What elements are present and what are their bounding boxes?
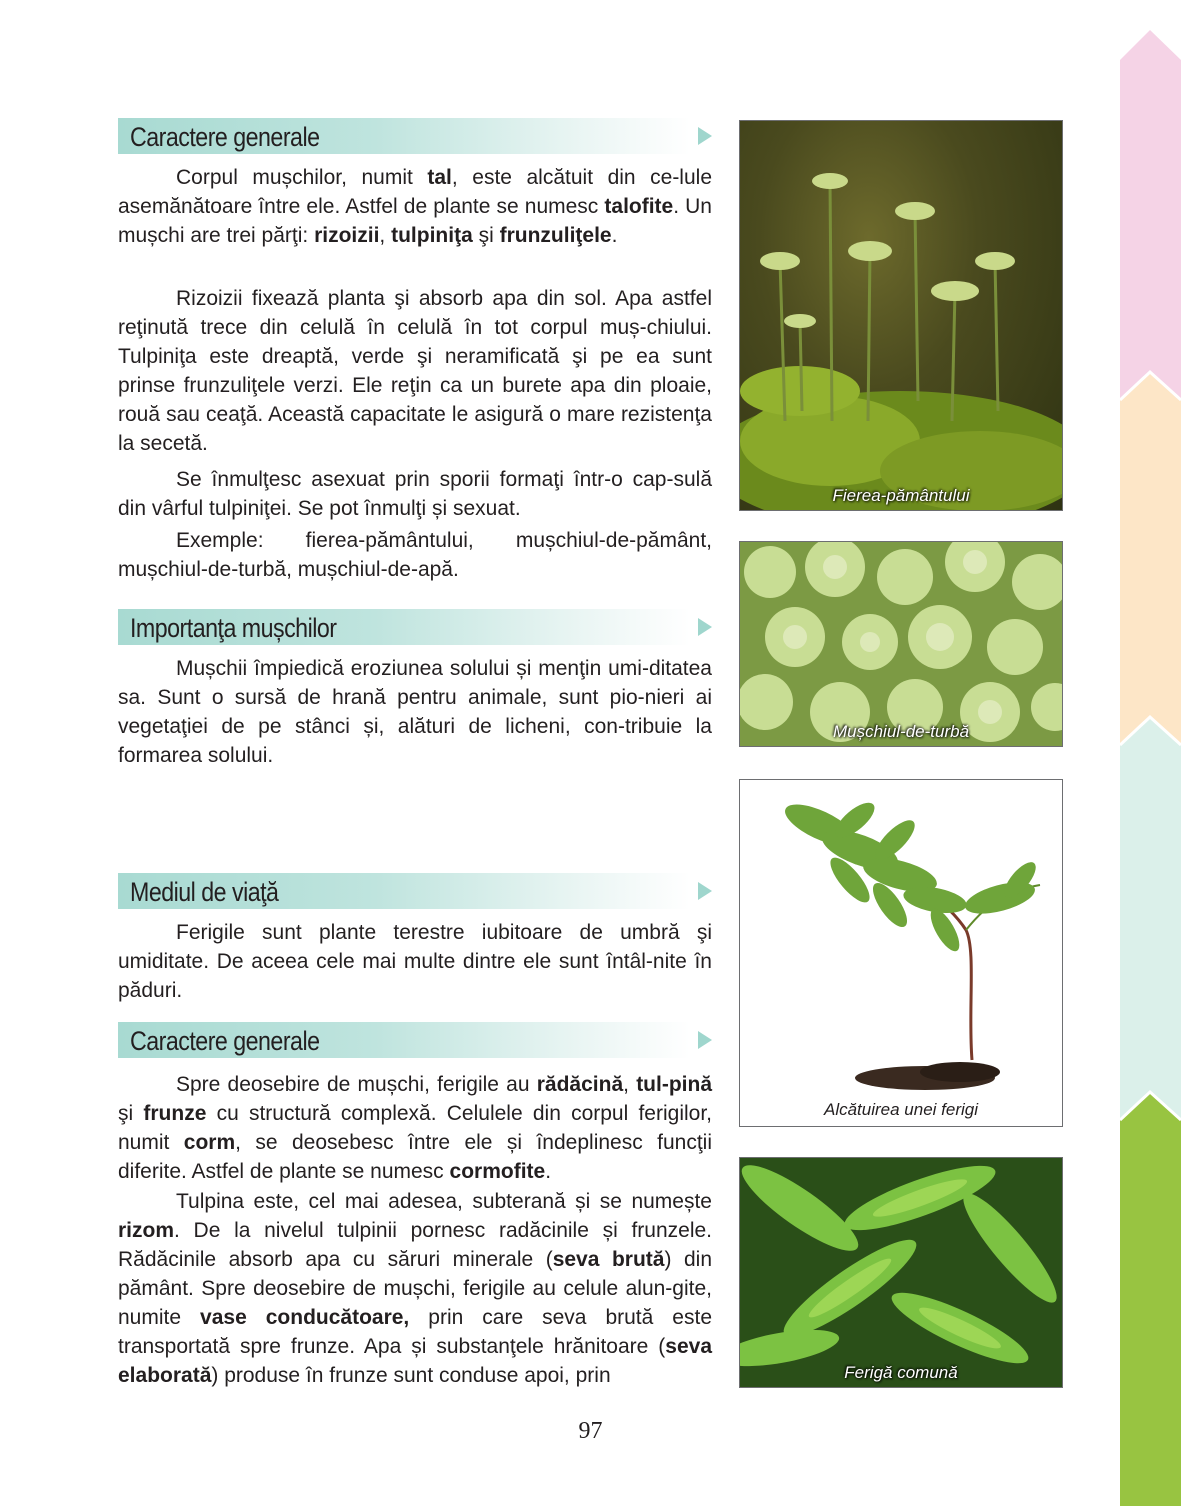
paragraph: Ferigile sunt plante terestre iubitoare de umbră şi umiditate. De aceea cele mai multe dintre ele sunt întâl-nite în păduri. <box>118 921 712 1002</box>
tab-peach <box>1120 372 1181 745</box>
section-title: Importanţa mușchilor <box>130 613 337 643</box>
tab-pink <box>1120 30 1181 400</box>
section-header-caractere-muschi <box>118 118 712 154</box>
figure-alcatuirea-ferigi <box>739 779 1063 1127</box>
arrow-right-icon <box>698 882 712 900</box>
paragraph: Corpul mușchilor, numit tal, este alcătuit din ce-lule asemănătoare între ele. Astfel de plante se numesc talofite. Un mușchi are trei părţi: rizoizii, tulpiniţa şi frunzuliţele. <box>118 166 713 247</box>
paragraph: Tulpina este, cel mai adesea, subterană și se numește rizom. De la nivelul tulpinii pornesc radăcinile și frunzele. Rădăcinile absorb apa cu săruri minerale (seva brută) din pământ. Spre deosebire de mușchi, ferigile au celule alun-gite, numite vase conducătoare, prin care seva brută este transportată spre frunze. Apa și substanţele hrănitoare (seva elaborată) produse în frunze sunt conduse apoi, prin <box>118 1190 712 1387</box>
figure-caption: Fierea-pământului <box>832 486 970 505</box>
section-header-mediul <box>118 873 712 909</box>
figure-caption: Alcătuirea unei ferigi <box>823 1100 979 1119</box>
paragraph: Se înmulţesc asexuat prin sporii formaţi într-o cap-sulă din vârful tulpiniţei. Se pot înmulţi și sexuat. <box>118 468 712 520</box>
arrow-right-icon <box>698 618 712 636</box>
arrow-right-icon <box>698 1031 712 1049</box>
section-title: Caractere generale <box>130 122 320 152</box>
photo-fierea-pamantului <box>739 120 1063 511</box>
paragraph: Rizoizii fixează planta şi absorb apa din sol. Apa astfel reţinută trece din celulă în celulă în tot corpul muș-chiului. Tulpiniţa este dreaptă, verde şi neramificată şi pe ea sunt prinse frunzuliţele verzi. Ele reţin ca un burete apa din ploaie, rouă sau ceaţă. Această capacitate le asigură o mare rezistenţa la secetă. <box>118 287 712 455</box>
chapter-tabs <box>1120 0 1181 1506</box>
page-number: 97 <box>578 1418 603 1444</box>
section-header-caractere-ferigi <box>118 1022 712 1058</box>
photo-feriga-comuna <box>739 1157 1063 1388</box>
section-title: Caractere generale <box>130 1026 320 1056</box>
photo-muschiul-de-turba <box>739 541 1063 747</box>
figure-caption: Mușchiul-de-turbă <box>832 722 970 741</box>
section-header-importanta <box>118 609 712 645</box>
tab-mint <box>1120 717 1181 1120</box>
figure-caption: Ferigă comună <box>844 1363 958 1382</box>
paragraph: Mușchii împiedică eroziunea solului și menţin umi-ditatea sa. Sunt o sursă de hrană pentru animale, sunt pio-nieri ai vegetaţiei de pe stânci și, alături de licheni, con-tribuie la formarea solului. <box>118 657 712 767</box>
paragraph: Exemple: fierea-pământului, mușchiul-de-pământ, mușchiul-de-turbă, mușchiul-de-apă. <box>118 529 712 581</box>
section-title: Mediul de viaţă <box>130 877 279 907</box>
paragraph: Spre deosebire de mușchi, ferigile au rădăcină, tul-pină şi frunze cu structură complexă. Celulele din corpul ferigilor, numit corm, se deosebesc între ele și îndeplinesc funcţii diferite. Astfel de plante se numesc cormofite. <box>118 1073 713 1183</box>
arrow-right-icon <box>698 127 712 145</box>
